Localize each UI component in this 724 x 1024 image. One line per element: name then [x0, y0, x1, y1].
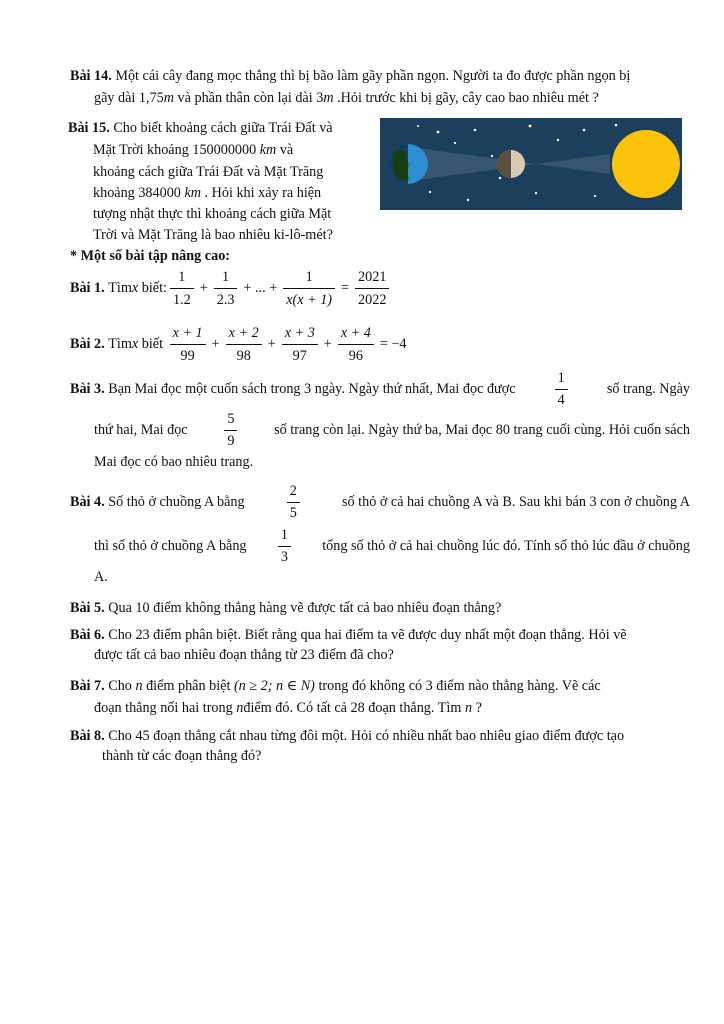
- problem-15-line4: khoảng 384000 km . Hỏi khi xảy ra hiện: [93, 185, 322, 201]
- star: [535, 192, 537, 194]
- problem-label: Bài 14.: [70, 68, 112, 84]
- star: [437, 131, 440, 134]
- advanced-problem-3-line2: thứ hai, Mai đọc $\frac{5}{9}$ số trang còn lại. Ngày thứ ba, Mai đọc 80 trang cuối cùng. Hỏi cuốn sách: [94, 409, 690, 452]
- advanced-problem-4-line3: A.: [94, 569, 108, 585]
- star: [529, 125, 532, 128]
- star: [454, 142, 456, 144]
- fraction: $\frac{1}{x(x + 1)}$: [283, 266, 335, 311]
- star: [557, 139, 559, 141]
- problem-15-line6: Trời và Mặt Trăng là bao nhiêu ki-lô-mét?: [93, 227, 333, 243]
- advanced-problem-3: Bài 3. Bạn Mai đọc một cuốn sách trong 3 ngày. Ngày thứ nhất, Mai đọc được $\frac{1}{4}$ số trang. Ngày: [70, 368, 690, 411]
- fraction: $\frac{x + 2}{98}$: [226, 322, 262, 367]
- star: [417, 125, 419, 127]
- advanced-problem-6-line2: được tất cả bao nhiêu đoạn thẳng từ 23 điểm đã cho?: [94, 647, 394, 663]
- advanced-problem-3-line3: Mai đọc có bao nhiêu trang.: [94, 454, 254, 470]
- fraction: $\frac{1}{3}$: [278, 525, 291, 568]
- fraction: $\frac{x + 3}{97}$: [282, 322, 318, 367]
- moon: [497, 150, 525, 178]
- fraction: $\frac{1}{4}$: [555, 368, 568, 411]
- star: [429, 191, 431, 193]
- problem-14-line2: gãy dài 1,75m và phần thân còn lại dài 3m .Hỏi trước khi bị gãy, cây cao bao nhiêu mét ?: [94, 90, 599, 106]
- advanced-problem-8: Bài 8. Cho 45 đoạn thẳng cắt nhau từng đôi một. Hỏi có nhiều nhất bao nhiêu giao điểm được tạo: [70, 728, 625, 744]
- eclipse-svg: [380, 118, 682, 210]
- star: [467, 199, 469, 201]
- fraction: $\frac{1}{2.3}$: [214, 266, 238, 311]
- advanced-heading: * Một số bài tập nâng cao:: [70, 248, 231, 264]
- advanced-problem-5: Bài 5. Qua 10 điểm không thẳng hàng vẽ được tất cả bao nhiêu đoạn thẳng?: [70, 600, 502, 616]
- advanced-problem-4-line2: thì số thỏ ở chuồng A bằng $\frac{1}{3}$ tổng số thỏ ở cả hai chuồng lúc đó. Tính số thỏ lúc đầu ở chuồng: [94, 525, 690, 568]
- fraction: $\frac{2}{5}$: [287, 481, 300, 524]
- problem-15-line3: khoảng cách giữa Trái Đất và Mặt Trăng: [93, 164, 324, 180]
- star: [583, 129, 586, 132]
- solar-eclipse-illustration: [380, 118, 682, 210]
- fraction: $\frac{x + 4}{96}$: [338, 322, 374, 367]
- star: [499, 177, 501, 179]
- fraction: $\frac{2021}{2022}$: [355, 266, 389, 311]
- problem-15-line5: tượng nhật thực thì khoảng cách giữa Mặt: [93, 206, 332, 222]
- problem-text: Một cái cây đang mọc thẳng thì bị bão làm gãy phần ngọn. Người ta đo được phần ngọn bị: [115, 68, 631, 84]
- star: [594, 195, 596, 197]
- star: [491, 155, 493, 157]
- earth: [388, 144, 428, 184]
- advanced-problem-7: Bài 7. Cho n điểm phân biệt (n ≥ 2; n ∈ N) trong đó không có 3 điểm nào thẳng hàng. Vẽ các: [70, 678, 601, 694]
- star: [615, 124, 618, 127]
- advanced-problem-1: Bài 1. Tìm x biết: $\frac{1}{1.2}$ + $\frac{1}{2.3}$ + ... + $\frac{1}{x(x + 1)}$ = $\frac{2021}{2022}$: [70, 266, 392, 311]
- advanced-problem-8-line2: thành từ các đoạn thẳng đó?: [102, 748, 262, 764]
- problem-15: Bài 15. Cho biết khoảng cách giữa Trái Đất và: [68, 120, 333, 136]
- advanced-problem-4: Bài 4. Số thỏ ở chuồng A bằng $\frac{2}{5}$ số thỏ ở cả hai chuồng A và B. Sau khi bán 3 con ở chuồng A: [70, 481, 690, 524]
- advanced-problem-6: Bài 6. Cho 23 điểm phân biệt. Biết rằng qua hai điểm ta vẽ được duy nhất một đoạn thẳng. Hỏi vẽ: [70, 627, 627, 643]
- fraction: $\frac{x + 1}{99}$: [170, 322, 206, 367]
- problem-14: [70, 66, 700, 86]
- fraction: $\frac{5}{9}$: [224, 409, 237, 452]
- sun: [612, 130, 680, 198]
- advanced-problem-7-line2: đoạn thẳng nối hai trong nđiểm đó. Có tất cả 28 đoạn thẳng. Tìm n ?: [94, 700, 482, 716]
- advanced-problem-2: Bài 2. Tìm x biết $\frac{x + 1}{99}$ + $\frac{x + 2}{98}$ + $\frac{x + 3}{97}$ + $\frac{x + 4}{96}$ = −4: [70, 322, 410, 367]
- star: [474, 129, 477, 132]
- fraction: $\frac{1}{1.2}$: [170, 266, 194, 311]
- problem-15-line2: Mặt Trời khoảng 150000000 km và: [93, 142, 294, 158]
